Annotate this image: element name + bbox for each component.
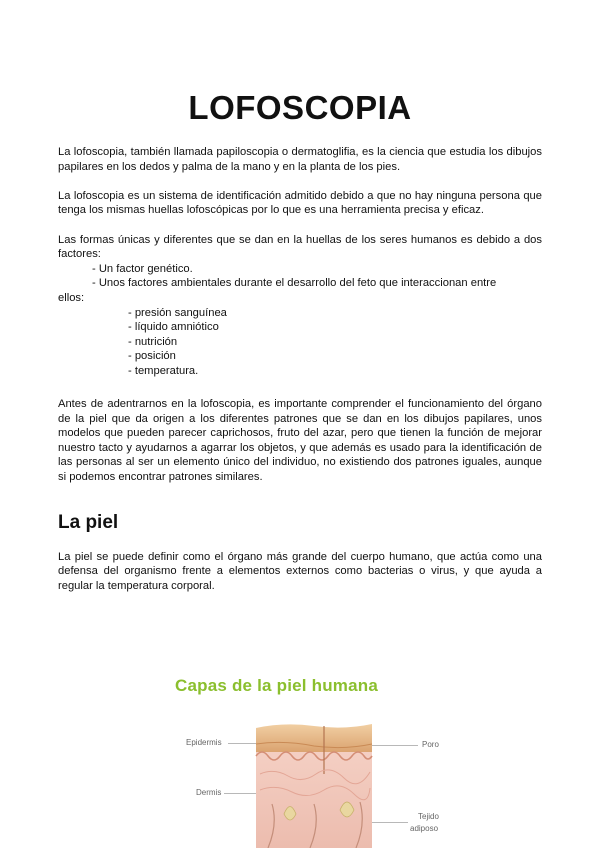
- document-title: LOFOSCOPIA: [188, 89, 412, 126]
- sub-factor-item: - líquido amniótico: [128, 321, 219, 334]
- sub-factors-list: [58, 306, 542, 379]
- label-tejido: Tejido: [418, 812, 439, 821]
- paragraph-identification: La lofoscopia es un sistema de identificación admitido debido a que no hay ninguna persona que tenga los mismas huellas lofoscópicas por lo que es una herramienta precisa y eficaz.: [58, 189, 542, 217]
- label-poro: Poro: [422, 740, 439, 749]
- label-dermis: Dermis: [196, 788, 222, 797]
- skin-layers-figure: [164, 664, 444, 848]
- label-adiposo: adiposo: [410, 824, 439, 833]
- factors-list: [58, 262, 542, 306]
- factor-genetic: - Un factor genético.: [92, 262, 193, 275]
- sub-factor-item: - presión sanguínea: [128, 306, 227, 319]
- paragraph-skin-definition: La piel se puede definir como el órgano más grande del cuerpo humano, que actúa como una defensa del organismo frente a elementos externos como bacterias o virus, y que ayuda a regular la temperatura corporal.: [58, 550, 542, 592]
- document-page: [58, 0, 542, 593]
- factor-environmental: - Unos factores ambientales durante el desarrollo del feto que interaccionan entre: [92, 277, 497, 290]
- paragraph-factors-intro: Las formas únicas y diferentes que se dan en la huellas de los seres humanos es debido a dos factores:: [58, 233, 542, 261]
- sub-factor-item: - temperatura.: [128, 364, 199, 377]
- section-heading-la-piel: La piel: [58, 511, 119, 533]
- sub-factor-item: - nutrición: [128, 335, 178, 348]
- sub-factor-item: - posición: [128, 350, 176, 363]
- skin-cross-section-illustration: [164, 664, 444, 848]
- paragraph-skin-importance: Antes de adentrarnos en la lofoscopia, es importante comprender el funcionamiento del órgano de la piel que da origen a los diferentes patrones que se dan en los dibujos papilares, unos modelos que pueden parecer caprichosos, fruto del azar, pero que tienen la función de mejorar nuestro tacto y ayudarnos a agarrar los objetos, y que además es usado para la identificación de las personas al ser un elemento único del individuo, no existiendo dos patrones iguales, aunque si podemos encontrar patrones similares.: [58, 398, 542, 484]
- paragraph-definition: La lofoscopia, también llamada papiloscopia o dermatoglifia, es la ciencia que estudia los dibujos papilares en los dedos y palma de la mano y en la planta de los pies.: [58, 146, 542, 173]
- figure-title: Capas de la piel humana: [175, 676, 378, 695]
- label-epidermis: Epidermis: [186, 738, 222, 747]
- factor-environmental-cont: ellos:: [58, 291, 85, 304]
